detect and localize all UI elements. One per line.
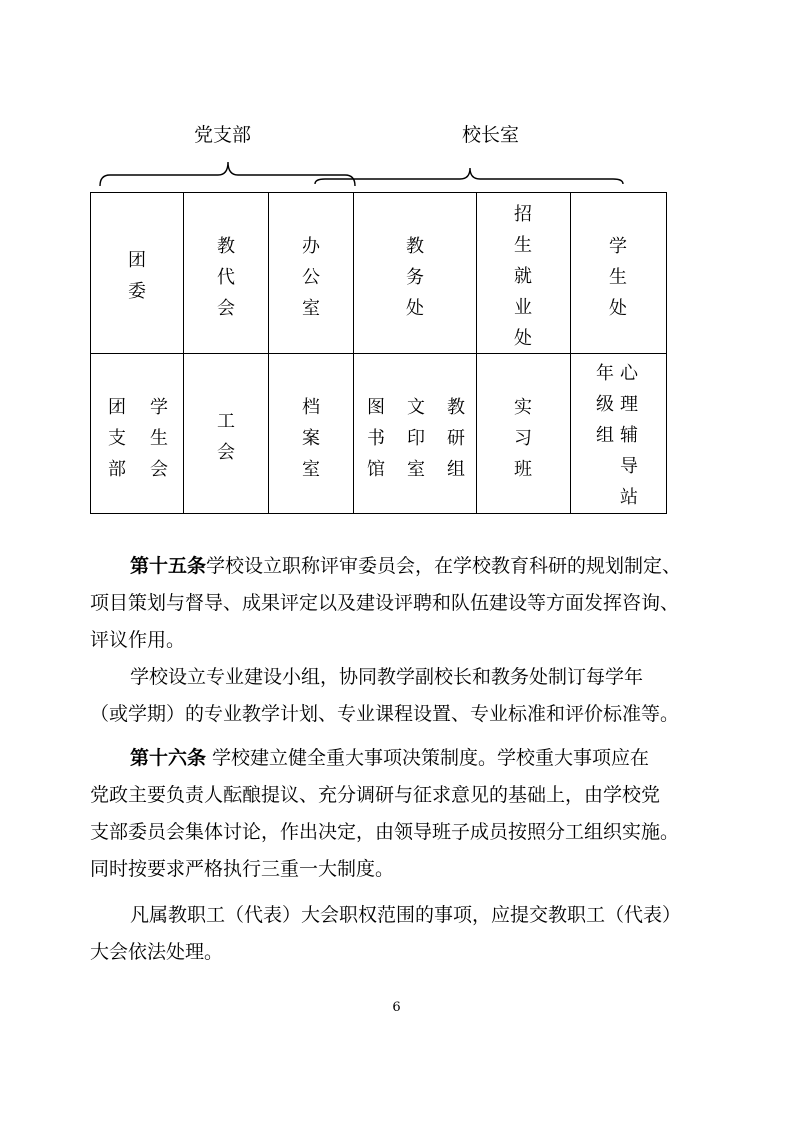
org-cell-academic-affairs: 教务处 [354,193,477,354]
org-structure-table [90,192,667,514]
org-cell-staff-congress: 教代会 [184,193,269,354]
org-cell-admissions-employment: 招生就业处 [477,193,571,354]
org-cell-internship-class: 实习班 [477,354,571,514]
org-cell-trade-union: 工会 [184,354,269,514]
page-number: 6 [392,1000,401,1015]
org-chart-brackets [0,0,793,200]
org-cell-grade-counseling: 年级组心理辅导站 [571,354,667,514]
party-branch-bracket [100,162,355,186]
article-16-paragraph: 第十六条 学校建立健全重大事项决策制度。学校重大事项应在 党政主要负责人酝酿提议、充分调研与征求意见的基础上，由学校党 支部委员会集体讨论，作出决定，由领导班子成员按照分工组织实施。 同时按要求严格执行三重一大制度。 [90,747,680,880]
org-cell-archives: 档案室 [269,354,354,514]
article-15-second-paragraph: 学校设立专业建设小组，协同教学副校长和教务处制订每学年 （或学期）的专业教学计划、专业课程设置、专业标准和评价标准等。 [90,666,680,725]
org-cell-youth-league: 团委 [91,193,184,354]
org-cell-student-affairs: 学生处 [571,193,667,354]
article-15-label: 第十五条 [130,555,207,577]
org-cell-league-branch-student-union: 团支部学生会 [91,354,184,514]
party-branch-label: 党支部 [194,124,252,146]
principal-office-bracket [315,168,623,184]
article-16-label: 第十六条 [130,747,207,769]
principal-office-label: 校长室 [462,124,520,146]
org-cell-general-office: 办公室 [269,193,354,354]
article-15-paragraph: 第十五条学校设立职称评审委员会，在学校教育科研的规划制定、 项目策划与督导、成果评定以及建设评聘和队伍建设等方面发挥咨询、 评议作用。 [90,555,682,651]
article-16-second-paragraph: 凡属教职工（代表）大会职权范围的事项，应提交教职工（代表） 大会依法处理。 [90,904,682,963]
org-cell-library-print-research: 图书馆文印室教研组 [354,354,477,514]
